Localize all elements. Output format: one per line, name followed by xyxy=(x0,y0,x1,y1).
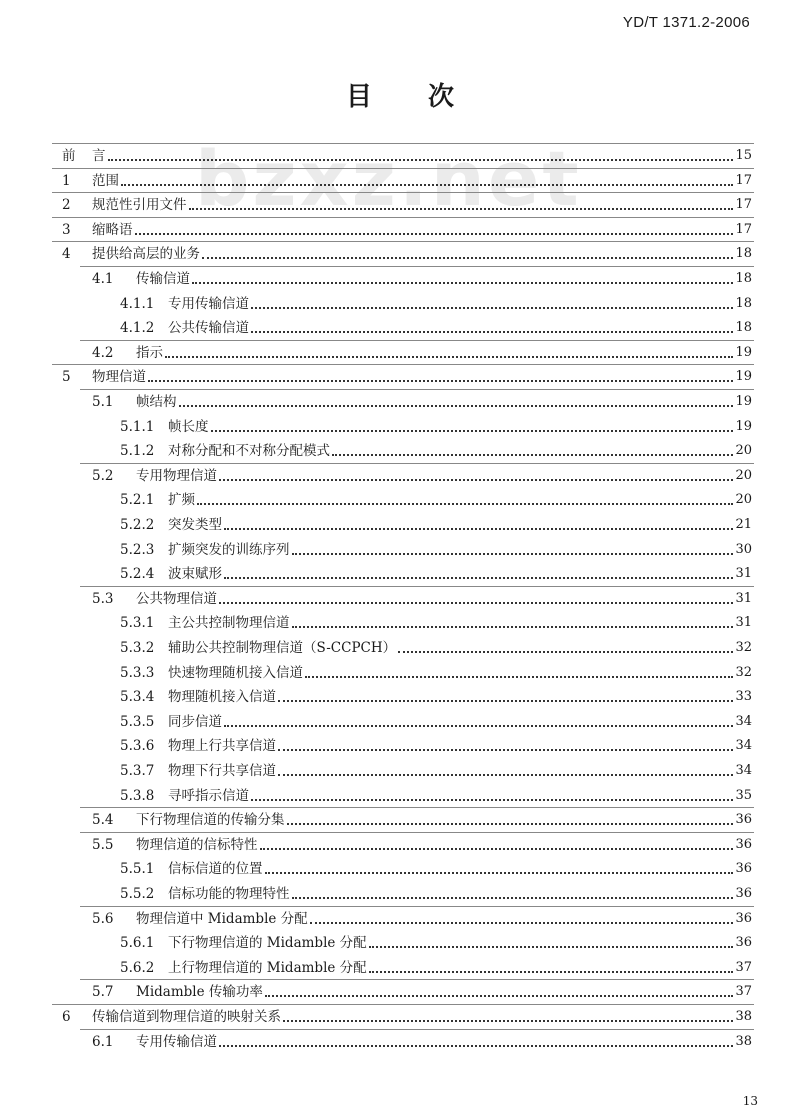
dot-leader xyxy=(305,676,733,678)
toc-entry-number: 4 xyxy=(62,246,71,263)
toc-entry-number: 2 xyxy=(62,197,71,214)
toc-entry-page: 18 xyxy=(735,271,752,286)
toc-entry[interactable] xyxy=(120,760,752,780)
dot-leader xyxy=(251,331,733,333)
section-divider xyxy=(80,1029,754,1030)
toc-entry-page: 30 xyxy=(735,541,752,557)
toc-entry-title: 信标功能的物理特性 xyxy=(168,886,290,902)
toc-entry-title: 帧结构 xyxy=(136,394,177,410)
toc-entry[interactable] xyxy=(92,1031,752,1051)
dot-leader xyxy=(219,602,733,604)
toc-entry-title: 物理信道中 Midamble 分配 xyxy=(136,910,308,927)
dot-leader xyxy=(219,1045,733,1047)
toc-entry-page: 31 xyxy=(735,566,752,582)
toc-entry-number: 4.2 xyxy=(92,344,114,361)
toc-entry-title: 波束赋形 xyxy=(168,566,222,583)
section-divider xyxy=(52,143,754,144)
dot-leader xyxy=(224,725,733,727)
toc-entry-number: 5.3.1 xyxy=(120,615,155,632)
page-number: 13 xyxy=(742,1094,758,1108)
section-divider xyxy=(80,586,754,587)
toc-entry[interactable] xyxy=(120,539,752,559)
section-divider xyxy=(80,389,754,390)
toc-entry[interactable] xyxy=(92,981,752,1001)
toc-entry-number: 5.3.4 xyxy=(120,689,155,706)
toc-entry-title: 提供给高层的业务 xyxy=(92,246,200,263)
toc-entry[interactable] xyxy=(92,908,752,928)
dot-leader xyxy=(278,700,733,702)
toc-entry[interactable] xyxy=(92,809,752,829)
toc-entry-number: 4.1.1 xyxy=(120,295,155,312)
toc-entry-title: 指示 xyxy=(136,344,163,361)
toc-entry-number: 6 xyxy=(62,1009,71,1025)
dot-leader xyxy=(165,356,733,358)
toc-entry-title: 辅助公共控制物理信道（S-CCPCH） xyxy=(168,640,397,656)
standard-code: YD/T 1371.2-2006 xyxy=(622,14,750,31)
toc-entry[interactable] xyxy=(120,883,752,903)
dot-leader xyxy=(287,823,734,825)
toc-entry-title: 突发类型 xyxy=(168,517,222,533)
toc-entry-title: 言 xyxy=(92,148,106,164)
toc-entry[interactable] xyxy=(62,219,752,239)
toc-entry-number: 5 xyxy=(62,369,71,386)
toc-entry[interactable] xyxy=(92,588,752,608)
toc-entry[interactable] xyxy=(120,612,752,632)
toc-entry-title: 专用传输信道 xyxy=(168,295,249,312)
toc-entry-page: 20 xyxy=(735,443,752,459)
section-divider xyxy=(80,266,754,267)
toc-entry-page: 32 xyxy=(735,640,752,655)
toc-entry-title: 寻呼指示信道 xyxy=(168,787,249,804)
toc-entry-number: 5.3.3 xyxy=(120,664,155,681)
toc-entry[interactable] xyxy=(62,243,752,263)
toc-entry-page: 19 xyxy=(735,418,752,434)
section-divider xyxy=(52,192,754,193)
toc-entry[interactable] xyxy=(120,686,752,706)
toc-entry[interactable] xyxy=(62,366,752,386)
toc-entry-title: 范围 xyxy=(92,172,119,189)
dot-leader xyxy=(278,749,733,751)
toc-entry-title: 帧长度 xyxy=(168,418,209,435)
toc-entry[interactable] xyxy=(120,785,752,805)
toc-entry[interactable] xyxy=(92,834,752,854)
toc-entry-number: 5.1 xyxy=(92,394,114,410)
dot-leader xyxy=(398,651,733,653)
toc-entry-number: 5.4 xyxy=(92,812,114,829)
dot-leader xyxy=(292,553,734,555)
toc-entry[interactable] xyxy=(120,317,752,337)
dot-leader xyxy=(219,479,733,481)
dot-leader xyxy=(369,946,734,948)
toc-entry[interactable] xyxy=(120,932,752,952)
toc-entry-page: 38 xyxy=(735,1033,752,1049)
dot-leader xyxy=(283,1020,733,1022)
toc-entry-title: 规范性引用文件 xyxy=(92,197,187,214)
toc-entry-page: 18 xyxy=(735,246,752,262)
toc-entry-number: 5.6.1 xyxy=(120,935,155,952)
toc-entry-page: 19 xyxy=(735,369,752,385)
toc-entry-title: 同步信道 xyxy=(168,713,222,730)
dot-leader xyxy=(265,995,734,997)
toc-entry[interactable] xyxy=(120,514,752,534)
watermark: bzxz.net xyxy=(195,134,582,223)
toc-entry-number: 4.1.2 xyxy=(120,320,155,337)
dot-leader xyxy=(265,872,734,874)
toc-entry-page: 20 xyxy=(735,492,752,508)
toc-entry-number: 5.2 xyxy=(92,467,114,484)
section-divider xyxy=(80,340,754,341)
title-char-2: 次 xyxy=(428,82,455,112)
dot-leader xyxy=(332,454,733,456)
toc-entry-title: 物理随机接入信道 xyxy=(168,689,276,706)
toc-entry-page: 35 xyxy=(735,787,752,803)
toc-entry-page: 21 xyxy=(735,517,752,532)
toc-entry-title: 下行物理信道的 Midamble 分配 xyxy=(168,935,367,952)
toc-entry-number: 5.5.2 xyxy=(120,886,155,902)
section-divider xyxy=(80,906,754,907)
toc-entry-page: 36 xyxy=(735,861,752,877)
toc-entry-page: 19 xyxy=(735,344,752,360)
toc-entry-title: 专用传输信道 xyxy=(136,1033,217,1050)
toc-entry[interactable] xyxy=(120,489,752,509)
toc-entry-page: 17 xyxy=(735,172,752,188)
toc-entry-title: 物理下行共享信道 xyxy=(168,763,276,779)
dot-leader xyxy=(310,922,734,924)
toc-entry-title: 缩略语 xyxy=(92,221,133,238)
toc-entry-title: 下行物理信道的传输分集 xyxy=(136,812,285,829)
toc-entry[interactable] xyxy=(120,416,752,436)
toc-entry-title: 上行物理信道的 Midamble 分配 xyxy=(168,959,367,976)
toc-entry-title: 传输信道 xyxy=(136,271,190,287)
section-divider xyxy=(52,364,754,365)
toc-entry-number: 5.6 xyxy=(92,910,114,927)
dot-leader xyxy=(278,774,733,776)
toc-entry-page: 33 xyxy=(735,689,752,705)
dot-leader xyxy=(148,380,733,382)
toc-entry[interactable] xyxy=(120,563,752,583)
toc-entry-page: 34 xyxy=(735,713,752,729)
dot-leader xyxy=(224,577,733,579)
dot-leader xyxy=(121,184,733,186)
toc-entry-page: 20 xyxy=(735,467,752,483)
toc-entry-title: 主公共控制物理信道 xyxy=(168,615,290,632)
toc-entry-page: 36 xyxy=(735,812,752,828)
title-char-1: 目 xyxy=(345,82,372,112)
toc-entry-page: 36 xyxy=(735,935,752,951)
toc-entry-title: 信标信道的位置 xyxy=(168,861,263,878)
toc-entry-page: 17 xyxy=(735,221,752,237)
toc-entry-page: 19 xyxy=(735,394,752,409)
page-title xyxy=(0,76,800,113)
toc-entry[interactable] xyxy=(120,662,752,682)
toc-entry-title: 传输信道到物理信道的映射关系 xyxy=(92,1009,281,1025)
dot-leader xyxy=(260,848,734,850)
toc-entry[interactable] xyxy=(120,858,752,878)
dot-leader xyxy=(369,971,734,973)
toc-entry-page: 18 xyxy=(735,320,752,336)
toc-entry-number: 5.2.1 xyxy=(120,492,155,509)
toc-entry-number: 5.2.3 xyxy=(120,541,155,558)
toc-entry-title: 扩频 xyxy=(168,492,195,509)
toc-entry-page: 36 xyxy=(735,910,752,926)
toc-entry-page: 34 xyxy=(735,763,752,778)
toc-entry-number: 5.3.5 xyxy=(120,713,155,730)
toc-entry-number: 5.1.1 xyxy=(120,418,155,435)
toc-entry-page: 17 xyxy=(735,197,752,213)
toc-entry-page: 34 xyxy=(735,738,752,754)
toc-entry-title: 公共物理信道 xyxy=(136,590,217,607)
toc-entry-title: 对称分配和不对称分配模式 xyxy=(168,443,330,460)
toc-entry-page: 15 xyxy=(735,148,752,163)
toc-entry[interactable] xyxy=(120,293,752,313)
toc-entry-title: 物理信道 xyxy=(92,369,146,386)
dot-leader xyxy=(251,799,733,801)
toc-entry[interactable] xyxy=(62,1006,752,1026)
toc-entry-page: 32 xyxy=(735,664,752,680)
section-divider xyxy=(52,1004,754,1005)
toc-entry-page: 37 xyxy=(735,984,752,1000)
toc-entry-number: 1 xyxy=(62,172,71,189)
toc-entry-number: 5.7 xyxy=(92,984,114,1001)
toc-entry[interactable] xyxy=(92,391,752,411)
toc-entry-number: 5.5.1 xyxy=(120,861,155,878)
toc-entry-title: 扩频突发的训练序列 xyxy=(168,541,290,558)
dot-leader xyxy=(292,626,734,628)
toc-entry-page: 18 xyxy=(735,295,752,311)
section-divider xyxy=(80,979,754,980)
toc-entry[interactable] xyxy=(120,711,752,731)
toc-entry[interactable] xyxy=(120,440,752,460)
section-divider xyxy=(80,463,754,464)
toc-entry[interactable] xyxy=(120,735,752,755)
toc-entry-number: 5.2.4 xyxy=(120,566,155,583)
dot-leader xyxy=(179,405,734,407)
toc-entry-page: 36 xyxy=(735,836,752,852)
toc-entry[interactable] xyxy=(62,170,752,190)
toc-entry[interactable] xyxy=(120,637,752,657)
toc-entry-number: 5.5 xyxy=(92,836,114,853)
section-divider xyxy=(80,807,754,808)
toc-entry-title: 专用物理信道 xyxy=(136,467,217,484)
toc-entry-page: 36 xyxy=(735,886,752,901)
dot-leader xyxy=(197,503,733,505)
toc-entry-number: 6.1 xyxy=(92,1033,114,1050)
dot-leader xyxy=(189,208,734,210)
toc-entry-number: 5.2.2 xyxy=(120,517,155,533)
toc-entry-page: 37 xyxy=(735,959,752,975)
dot-leader xyxy=(135,233,734,235)
toc-entry-page: 31 xyxy=(735,590,752,606)
toc-entry[interactable] xyxy=(62,145,752,165)
toc-entry-number: 5.6.2 xyxy=(120,959,155,976)
toc-entry[interactable] xyxy=(62,194,752,214)
dot-leader xyxy=(108,159,734,161)
toc-entry[interactable] xyxy=(92,342,752,362)
toc-entry-number: 前 xyxy=(62,148,76,164)
toc-entry-title: 物理信道的信标特性 xyxy=(136,836,258,853)
toc-entry[interactable] xyxy=(92,465,752,485)
toc-entry-page: 31 xyxy=(735,615,752,631)
section-divider xyxy=(80,832,754,833)
toc-entry-number: 5.3 xyxy=(92,590,114,607)
toc-entry-title: 物理上行共享信道 xyxy=(168,738,276,755)
section-divider xyxy=(52,168,754,169)
dot-leader xyxy=(192,282,733,284)
toc-entry[interactable] xyxy=(120,957,752,977)
dot-leader xyxy=(211,430,734,432)
toc-entry-number: 5.1.2 xyxy=(120,443,155,460)
toc-entry[interactable] xyxy=(92,268,752,288)
dot-leader xyxy=(202,257,733,259)
toc-entry-number: 4.1 xyxy=(92,271,114,287)
dot-leader xyxy=(224,528,733,530)
dot-leader xyxy=(292,897,734,899)
toc-entry-number: 5.3.7 xyxy=(120,763,155,779)
toc-entry-number: 5.3.8 xyxy=(120,787,155,804)
toc-entry-number: 3 xyxy=(62,221,71,238)
section-divider xyxy=(52,241,754,242)
toc-entry-page: 38 xyxy=(735,1009,752,1024)
toc-entry-number: 5.3.6 xyxy=(120,738,155,755)
toc-entry-title: 公共传输信道 xyxy=(168,320,249,337)
toc-entry-title: 快速物理随机接入信道 xyxy=(168,664,303,681)
toc-entry-number: 5.3.2 xyxy=(120,640,155,656)
section-divider xyxy=(52,217,754,218)
toc-entry-title: Midamble 传输功率 xyxy=(136,984,263,1001)
dot-leader xyxy=(251,307,733,309)
